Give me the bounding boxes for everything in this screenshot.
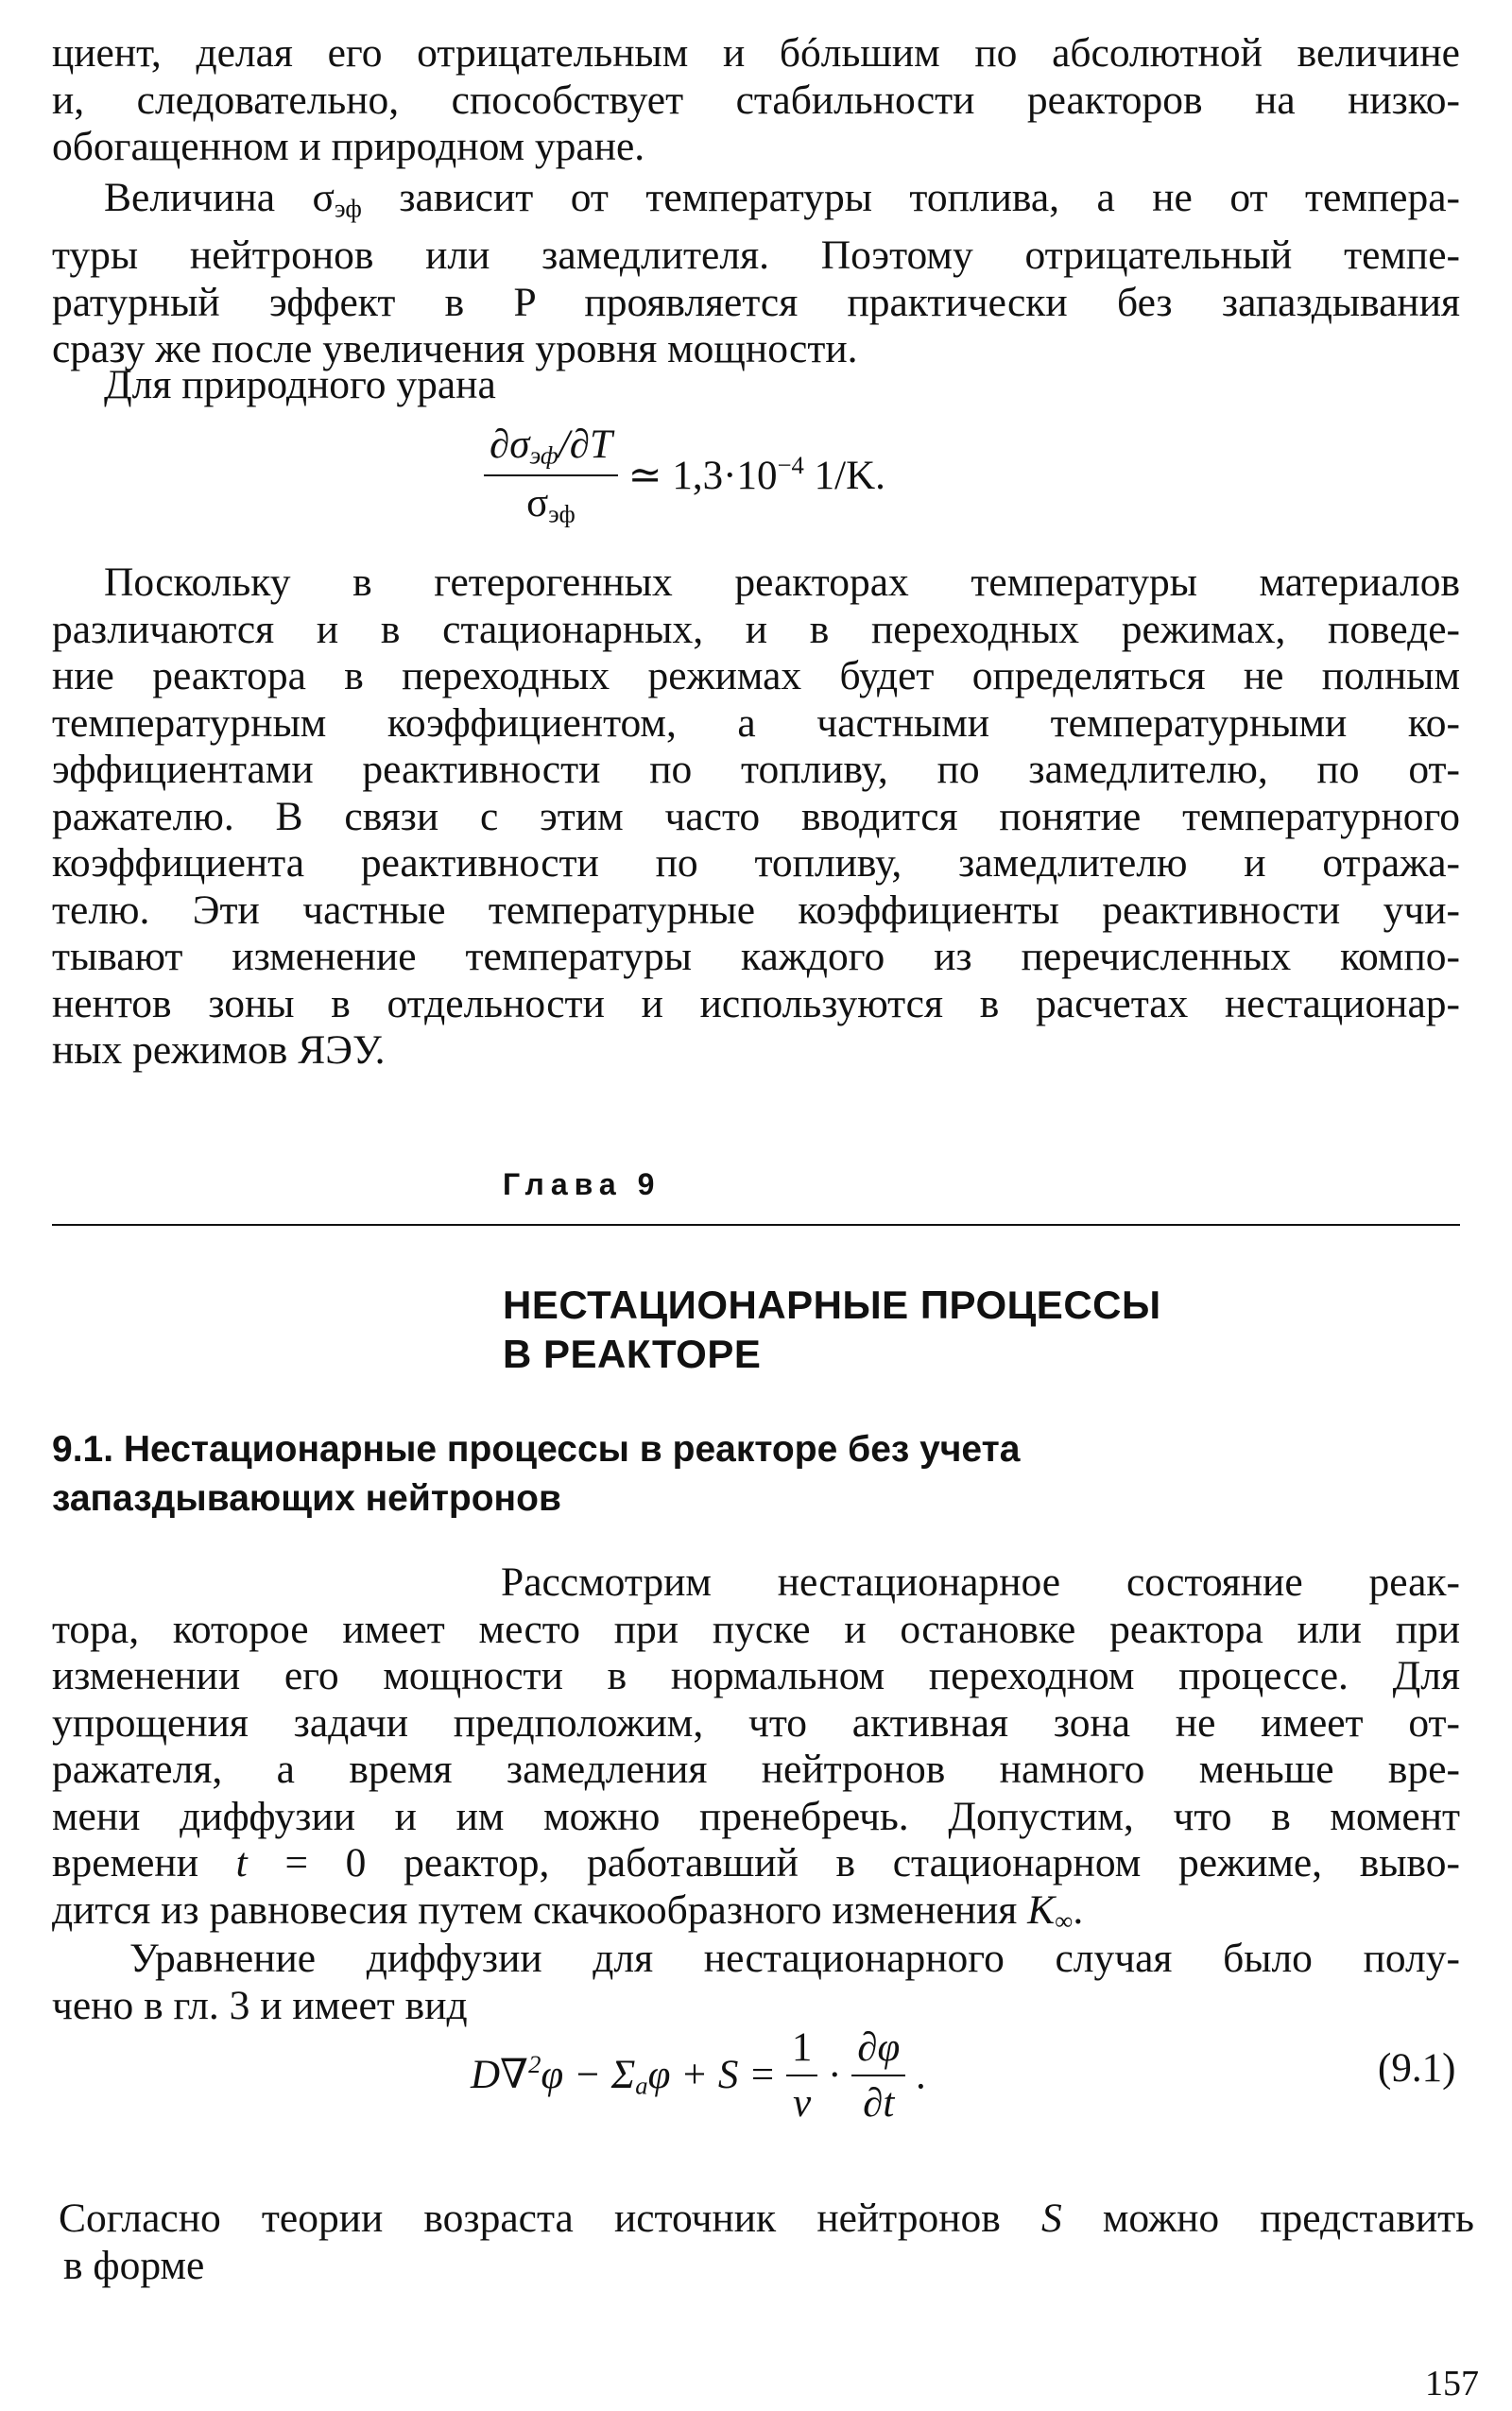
text-line: в форме <box>63 2242 205 2288</box>
text-line: коэффициента реактивности по топливу, замедлителю и отража- <box>52 840 1460 886</box>
text-line: различаются и в стационарных, и в переходных режимах, поведе- <box>52 606 1460 652</box>
paragraph-diffusion-equation <box>52 1936 1460 2029</box>
text-line: ние реактора в переходных режимах будет определяться не полным <box>52 653 1460 698</box>
text-line: эффициентами реактивности по топливу, по замедлителю, по от- <box>52 747 1460 792</box>
paragraph-heterogeneous-reactors <box>52 560 1460 1075</box>
text-line: ных режимов ЯЭУ. <box>52 1027 386 1073</box>
text-line: циент, делая его отрицательным и бóльшим по абсолютной величине <box>52 30 1460 76</box>
text-line: сразу же после увеличения уровня мощности. <box>52 326 858 372</box>
formula-temperature-coefficient <box>484 422 885 528</box>
formula-lhs: $D\nabla^2\varphi - \Sigma_a\varphi + S$ = <box>471 2050 786 2100</box>
text-line: изменении его мощности в нормальном переходном процессе. Для <box>52 1653 1460 1698</box>
text-line: и, следовательно, способствует стабильности реакторов на низко- <box>52 77 1460 123</box>
text-line: обогащенном и природном уране. <box>52 124 645 169</box>
formula-rhs: ≃ $1,3\cdot 10^{-4}$ 1/K. <box>627 451 885 499</box>
chapter-label: Глава 9 <box>503 1167 662 1201</box>
paragraph-sigma-dependence <box>52 175 1460 373</box>
text-line: Уравнение диффузии для нестационарного случая было полу- <box>129 1936 1460 1981</box>
paragraph-nonstationary-state <box>52 1559 1460 1945</box>
equation-number: (9.1) <box>1378 2046 1456 2091</box>
text-line: нентов зоны в отдельности и используются в расчетах нестационар- <box>52 980 1460 1026</box>
fraction <box>484 422 618 528</box>
paragraph-age-theory <box>59 2196 1474 2289</box>
text-line: времени t = 0 реактор, работавший в стационарном режиме, выво- <box>52 1840 1460 1886</box>
fraction: $\frac{\partial\varphi}{\partial t}$ <box>851 2024 905 2127</box>
text-line: Величина $\sigma_{эф}$ зависит от температуры топлива, а не от темпера- <box>104 175 1460 223</box>
text-line: температурным коэффициентом, а частными температурными ко- <box>52 699 1460 746</box>
formula-diffusion-9-1: $D\nabla^2\varphi - \Sigma_a\varphi + S$ = $\frac{1}{v}$ · $\frac{\partial\varphi}{\partial t}$ . <box>471 2025 926 2126</box>
chapter-title: НЕСТАЦИОНАРНЫЕ ПРОЦЕССЫ В РЕАКТОРЕ <box>503 1283 1161 1376</box>
text-line: тора, которое имеет место при пуске и остановке реактора или при <box>52 1606 1460 1652</box>
text-line: мени диффузии и им можно пренебречь. Допустим, что в момент <box>52 1793 1460 1839</box>
text-line: туры нейтронов или замедлителя. Поэтому отрицательный темпе- <box>52 232 1460 279</box>
text-line: телю. Эти частные температурные коэффициенты реактивности учи- <box>52 887 1460 933</box>
text-line: тывают изменение температуры каждого из перечисленных компо- <box>52 934 1460 979</box>
text-line: упрощения задачи предположим, что активная зона не имеет от- <box>52 1699 1460 1746</box>
text-line: Поскольку в гетерогенных реакторах температуры материалов <box>104 560 1460 605</box>
text-line: ратурный эффект в P проявляется практически без запаздывания <box>52 279 1460 325</box>
text-line: ражателю. В связи с этим часто вводится понятие температурного <box>52 793 1460 839</box>
text-line: Для природного урана <box>104 362 496 407</box>
section-title: 9.1. Нестационарные процессы в реакторе без учета запаздывающих нейтронов <box>52 1429 1021 1519</box>
text-line: Согласно теории возраста источник нейтронов S можно представить <box>59 2196 1474 2241</box>
chapter-divider <box>52 1224 1460 1226</box>
fraction: $\frac{1}{v}$ <box>786 2024 818 2127</box>
fraction-denominator: $\sigma_{эф}$ <box>526 480 576 528</box>
page-number: 157 <box>1425 2364 1479 2403</box>
text-line: дится из равновесия путем скачкообразного изменения $K_\infty$. <box>52 1886 1084 1936</box>
paragraph-continuation <box>52 30 1460 171</box>
text-line: чено в гл. 3 и имеет вид <box>52 1982 468 2028</box>
fraction-numerator: $\partial\sigma_{эф}/\partial T$ <box>484 422 618 476</box>
text-line: Рассмотрим нестационарное состояние реак- <box>501 1559 1460 1605</box>
paragraph-natural-uranium <box>104 362 496 409</box>
text-line: ражателя, а время замедления нейтронов намного меньше вре- <box>52 1747 1460 1792</box>
